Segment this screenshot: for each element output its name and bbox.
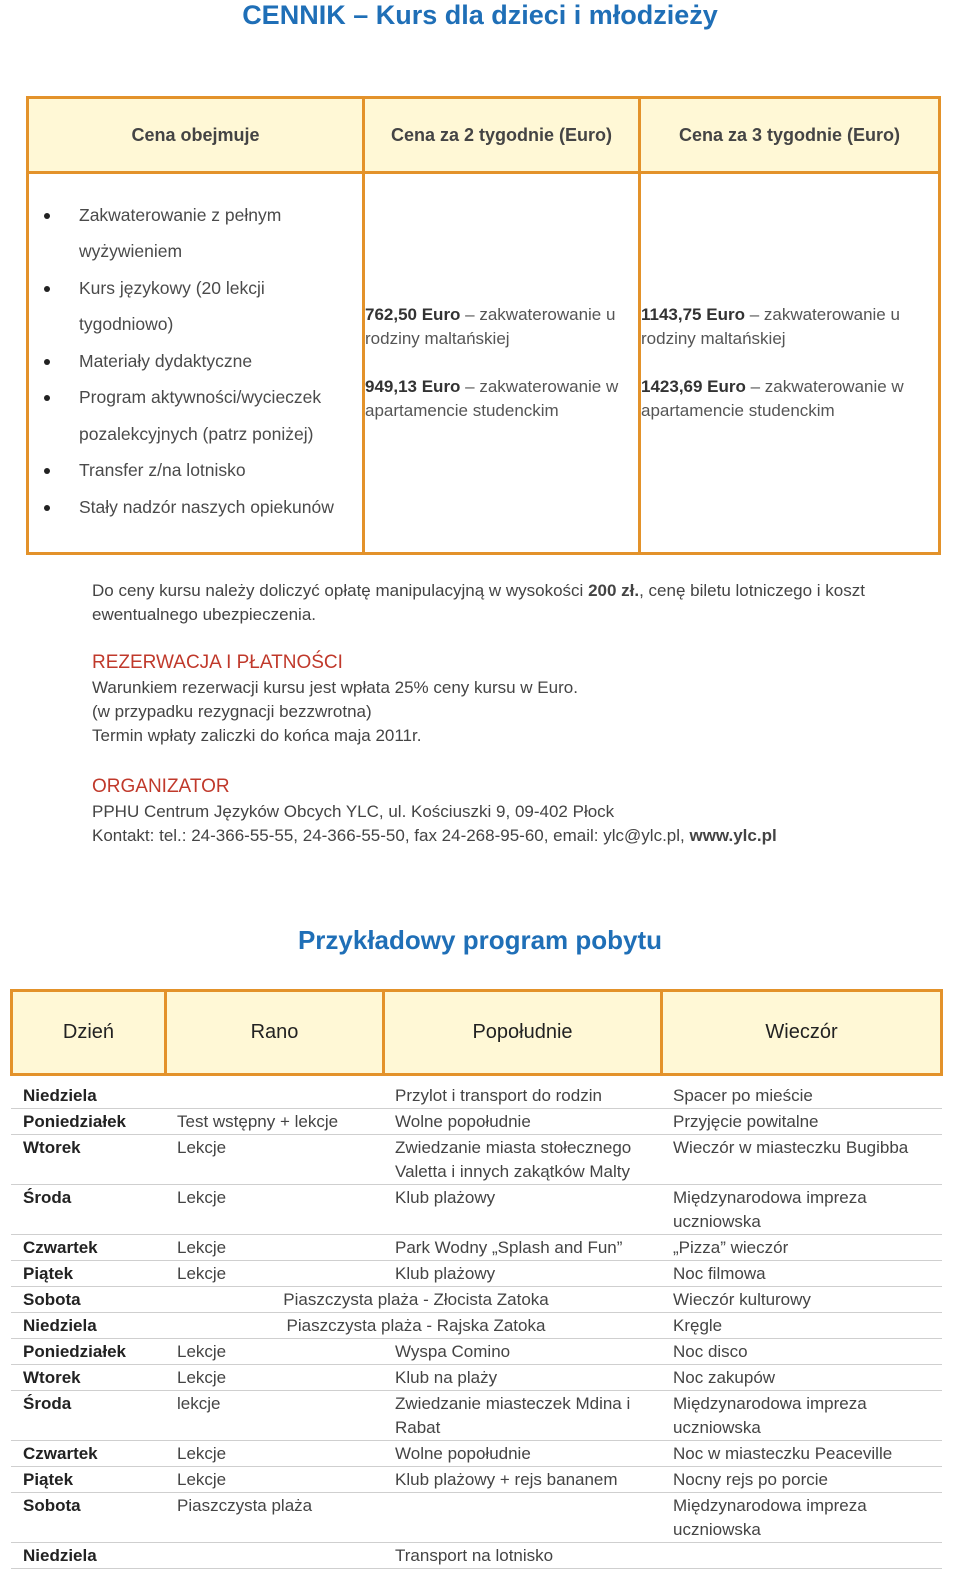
includes-item: Program aktywności/wycieczek pozalekcyjnych (patrz poniżej)	[41, 379, 352, 452]
schedule-morning: Lekcje	[166, 1235, 384, 1261]
price-value: 1143,75 Euro	[641, 305, 745, 324]
schedule-evening: Międzynarodowa impreza uczniowska	[662, 1391, 942, 1441]
schedule-evening: Nocny rejs po porcie	[662, 1467, 942, 1493]
price-header-includes: Cena obejmuje	[28, 98, 364, 173]
schedule-evening: Noc filmowa	[662, 1261, 942, 1287]
two-weeks-cell	[364, 173, 640, 554]
schedule-afternoon: Transport na lotnisko	[384, 1543, 662, 1569]
schedule-evening: Noc zakupów	[662, 1365, 942, 1391]
price-value: 949,13 Euro	[365, 377, 461, 396]
schedule-header-evening: Wieczór	[662, 991, 942, 1075]
schedule-day: Środa	[12, 1185, 166, 1235]
schedule-row	[12, 1493, 942, 1543]
schedule-header-morning: Rano	[166, 991, 384, 1075]
schedule-morning: Lekcje	[166, 1339, 384, 1365]
page-title: CENNIK – Kurs dla dzieci i młodzieży	[242, 0, 718, 30]
schedule-day: Wtorek	[12, 1365, 166, 1391]
schedule-morning: Piaszczysta plaża	[166, 1493, 384, 1543]
schedule-afternoon: Klub plażowy + rejs bananem	[384, 1467, 662, 1493]
schedule-morning: lekcje	[166, 1391, 384, 1441]
schedule-row	[12, 1441, 942, 1467]
schedule-morning: Lekcje	[166, 1135, 384, 1185]
schedule-row	[12, 1235, 942, 1261]
schedule-day: Niedziela	[12, 1313, 166, 1339]
includes-item: Transfer z/na lotnisko	[41, 452, 352, 489]
schedule-morning: Test wstępny + lekcje	[166, 1109, 384, 1135]
schedule-evening: Kręgle	[662, 1313, 942, 1339]
includes-cell	[28, 173, 364, 554]
reservation-line: (w przypadku rezygnacji bezzwrotna)	[92, 702, 372, 721]
schedule-morning-afternoon: Piaszczysta plaża - Rajska Zatoka	[166, 1313, 662, 1339]
price-table	[26, 96, 941, 555]
schedule-evening: Noc w miasteczku Peaceville	[662, 1441, 942, 1467]
three-weeks-cell	[640, 173, 940, 554]
schedule-morning	[166, 1543, 384, 1569]
schedule-day: Piątek	[12, 1261, 166, 1287]
schedule-spacer	[12, 1075, 942, 1083]
schedule-evening: Przyjęcie powitalne	[662, 1109, 942, 1135]
organizer-address: PPHU Centrum Języków Obcych YLC, ul. Kościuszki 9, 09-402 Płock	[92, 802, 615, 821]
price-value: 1423,69 Euro	[641, 377, 746, 396]
fee-text-end: , cenę biletu lotniczego i koszt ewentualnego ubezpieczenia.	[92, 581, 865, 624]
reservation-line: Termin wpłaty zaliczki do końca maja 2011r.	[92, 726, 422, 745]
schedule-row	[12, 1083, 942, 1109]
schedule-row	[12, 1185, 942, 1235]
schedule-afternoon: Wolne popołudnie	[384, 1109, 662, 1135]
program-title: Przykładowy program pobytu	[297, 925, 663, 955]
schedule-day: Piątek	[12, 1467, 166, 1493]
price-option	[641, 303, 938, 351]
price-desc: – zakwaterowanie w apartamencie studenckim	[365, 377, 619, 420]
includes-item: Kurs językowy (20 lekcji tygodniowo)	[41, 270, 352, 343]
includes-item: Stały nadzór naszych opiekunów	[41, 489, 352, 526]
schedule-afternoon: Zwiedzanie miasteczek Mdina i Rabat	[384, 1391, 662, 1441]
schedule-evening: Wieczór kulturowy	[662, 1287, 942, 1313]
contact-text: Kontakt: tel.: 24-366-55-55, 24-366-55-50, fax 24-268-95-60, email: ylc@ylc.pl,	[92, 826, 690, 845]
contact-line	[92, 824, 932, 848]
schedule-afternoon: Zwiedzanie miasta stołecznego Valetta i innych zakątków Malty	[384, 1135, 662, 1185]
fee-note	[92, 579, 932, 627]
schedule-day: Środa	[12, 1391, 166, 1441]
price-header-two-weeks: Cena za 2 tygodnie (Euro)	[364, 98, 640, 173]
schedule-day: Sobota	[12, 1287, 166, 1313]
schedule-evening: „Pizza” wieczór	[662, 1235, 942, 1261]
price-option	[641, 375, 938, 423]
includes-item: Zakwaterowanie z pełnym wyżywieniem	[41, 197, 352, 270]
schedule-evening	[662, 1543, 942, 1569]
schedule-morning	[166, 1083, 384, 1109]
schedule-day: Wtorek	[12, 1135, 166, 1185]
schedule-evening: Spacer po mieście	[662, 1083, 942, 1109]
price-option	[365, 303, 638, 351]
spacer-cell	[12, 1075, 942, 1083]
website-link[interactable]: www.ylc.pl	[689, 826, 777, 845]
schedule-evening: Noc disco	[662, 1339, 942, 1365]
schedule-evening: Wieczór w miasteczku Bugibba	[662, 1135, 942, 1185]
schedule-afternoon: Klub plażowy	[384, 1185, 662, 1235]
schedule-row	[12, 1135, 942, 1185]
schedule-morning: Lekcje	[166, 1467, 384, 1493]
schedule-row	[12, 1365, 942, 1391]
schedule-day: Czwartek	[12, 1441, 166, 1467]
schedule-row	[12, 1467, 942, 1493]
schedule-day: Niedziela	[12, 1083, 166, 1109]
schedule-row	[12, 1391, 942, 1441]
price-header-three-weeks: Cena za 3 tygodnie (Euro)	[640, 98, 940, 173]
price-desc: – zakwaterowanie u rodziny maltańskiej	[641, 305, 900, 348]
schedule-afternoon: Wolne popołudnie	[384, 1441, 662, 1467]
schedule-row	[12, 1313, 942, 1339]
schedule-header-day: Dzień	[12, 991, 166, 1075]
fee-text: Do ceny kursu należy doliczyć opłatę manipulacyjną w wysokości	[92, 581, 589, 600]
schedule-day: Czwartek	[12, 1235, 166, 1261]
schedule-afternoon: Wyspa Comino	[384, 1339, 662, 1365]
includes-item: Materiały dydaktyczne	[41, 343, 352, 380]
schedule-table	[10, 989, 943, 1569]
schedule-row	[12, 1543, 942, 1569]
price-desc: – zakwaterowanie u rodziny maltańskiej	[365, 305, 616, 348]
schedule-row	[12, 1287, 942, 1313]
schedule-afternoon: Park Wodny „Splash and Fun”	[384, 1235, 662, 1261]
schedule-row	[12, 1261, 942, 1287]
includes-list	[29, 183, 362, 544]
fee-amount: 200 zł.	[588, 581, 640, 600]
schedule-afternoon: Klub plażowy	[384, 1261, 662, 1287]
schedule-day: Poniedziałek	[12, 1339, 166, 1365]
schedule-afternoon: Przylot i transport do rodzin	[384, 1083, 662, 1109]
schedule-morning: Lekcje	[166, 1261, 384, 1287]
schedule-day: Poniedziałek	[12, 1109, 166, 1135]
price-option	[365, 375, 638, 423]
schedule-body	[12, 1075, 942, 1569]
price-value: 762,50 Euro	[365, 305, 461, 324]
price-desc: – zakwaterowanie w apartamencie studenckim	[641, 377, 904, 420]
schedule-evening: Międzynarodowa impreza uczniowska	[662, 1493, 942, 1543]
schedule-row	[12, 1339, 942, 1365]
schedule-row	[12, 1109, 942, 1135]
schedule-header-afternoon: Popołudnie	[384, 991, 662, 1075]
schedule-morning: Lekcje	[166, 1185, 384, 1235]
organizer-heading: ORGANIZATOR	[92, 776, 230, 797]
reservation-heading: REZERWACJA I PŁATNOŚCI	[92, 652, 343, 673]
schedule-morning: Lekcje	[166, 1365, 384, 1391]
schedule-day: Niedziela	[12, 1543, 166, 1569]
reservation-line: Warunkiem rezerwacji kursu jest wpłata 25% ceny kursu w Euro.	[92, 678, 578, 697]
schedule-evening: Międzynarodowa impreza uczniowska	[662, 1185, 942, 1235]
schedule-day: Sobota	[12, 1493, 166, 1543]
schedule-morning-afternoon: Piaszczysta plaża - Złocista Zatoka	[166, 1287, 662, 1313]
schedule-morning: Lekcje	[166, 1441, 384, 1467]
info-block	[92, 579, 932, 848]
schedule-afternoon: Klub na plaży	[384, 1365, 662, 1391]
schedule-afternoon	[384, 1493, 662, 1543]
